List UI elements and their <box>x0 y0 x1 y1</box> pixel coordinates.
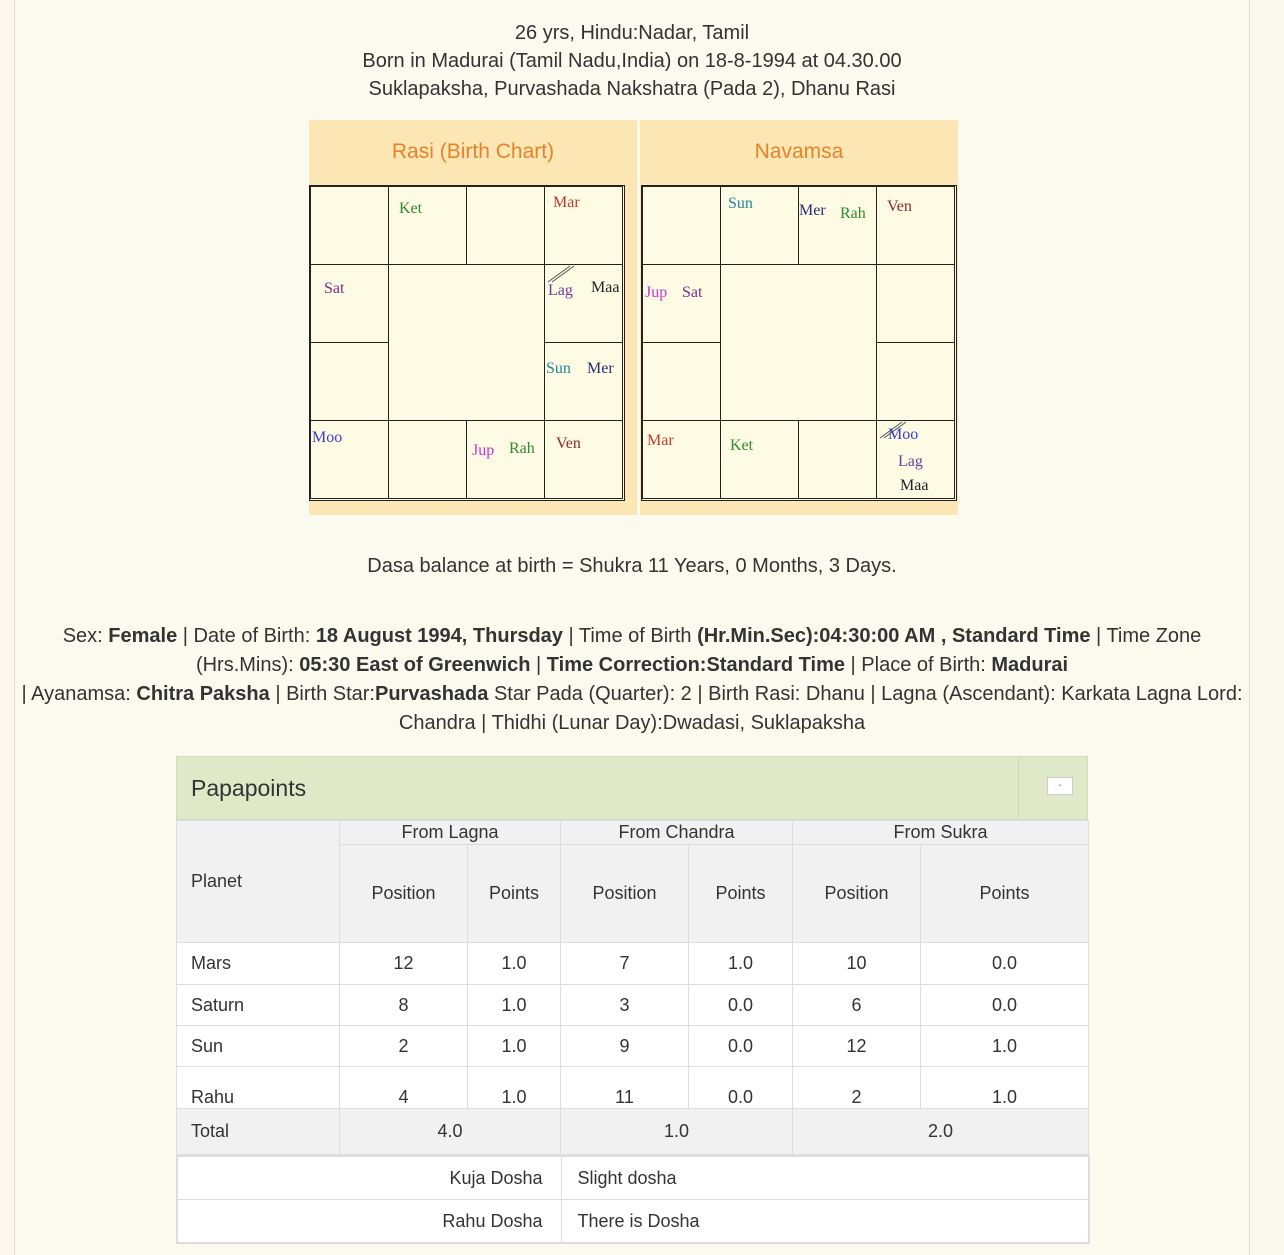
rasi-house-cell <box>544 420 623 499</box>
navamsa-house-cell <box>642 264 721 343</box>
rasi-house-cell <box>310 186 389 265</box>
navamsa-maa: Maa <box>900 477 929 494</box>
page <box>14 0 1250 1255</box>
navamsa-grid <box>641 185 957 501</box>
age-community: 26 yrs, Hindu:Nadar, Tamil <box>514 22 750 44</box>
rasi-sat: Sat <box>324 280 345 297</box>
rasi-house-cell <box>466 186 545 265</box>
points-header: Points <box>468 845 561 943</box>
navamsa-mer: Mer <box>799 202 826 219</box>
rasi-mer: Mer <box>587 360 614 377</box>
navamsa-house-cell <box>720 420 799 499</box>
rasi-moo: Moo <box>312 429 343 446</box>
rasi-house-cell <box>388 420 467 499</box>
rasi-ket: Ket <box>399 200 423 217</box>
rasi-chart <box>309 120 637 515</box>
dasa-balance: Dasa balance at birth = Shukra 11 Years, 0 Months, 3 Days. <box>367 555 897 577</box>
chandra-position-cell: 9 <box>561 1026 689 1067</box>
lagna-points-cell: 1.0 <box>468 943 561 985</box>
navamsa-mar: Mar <box>647 432 674 449</box>
papapoints-table <box>176 820 1089 1155</box>
total-row <box>177 1109 1089 1155</box>
navamsa-ven: Ven <box>887 198 912 215</box>
time-correction: Time Correction:Standard Time <box>546 654 845 676</box>
table-row <box>177 985 1089 1026</box>
rasi-mar: Mar <box>553 194 580 211</box>
papapoints-panel <box>176 756 1088 1155</box>
navamsa-house-cell <box>798 420 877 499</box>
rasi-maa: Maa <box>591 279 620 296</box>
rasi-chart-title: Rasi (Birth Chart) <box>391 140 555 163</box>
planet-cell: Rahu <box>177 1067 340 1109</box>
table-row <box>177 1026 1089 1067</box>
timezone-value: 05:30 East of Greenwich <box>299 654 531 676</box>
rahu-dosha-label: Rahu Dosha <box>177 1200 561 1244</box>
nakshatra-rasi: Suklapaksha, Purvashada Nakshatra (Pada 2), Dhanu Rasi <box>368 78 896 100</box>
total-chandra: 1.0 <box>561 1109 793 1155</box>
position-header: Position <box>793 845 921 943</box>
lagna-position-cell: 4 <box>340 1067 468 1109</box>
sukra-position-cell: 12 <box>793 1026 921 1067</box>
planet-header: Planet <box>177 821 340 943</box>
total-label: Total <box>177 1109 340 1155</box>
rasi-rah: Rah <box>509 440 535 457</box>
sukra-position-cell: 2 <box>793 1067 921 1109</box>
dosha-table <box>176 1155 1090 1244</box>
sukra-points-cell: 1.0 <box>921 1067 1089 1109</box>
position-header: Position <box>340 845 468 943</box>
navamsa-house-cell <box>876 264 955 343</box>
navamsa-house-cell <box>642 342 721 421</box>
collapse-button[interactable]: - <box>1047 777 1073 795</box>
kuja-dosha-label: Kuja Dosha <box>177 1156 561 1200</box>
ayanamsa-value: Chitra Paksha <box>136 683 270 705</box>
group-header-lagna: From Lagna <box>340 821 561 845</box>
chandra-points-cell: 1.0 <box>689 943 793 985</box>
rasi-house-cell <box>388 186 467 265</box>
dob-label: | Date of Birth: <box>177 625 316 647</box>
papapoints-toggle-area <box>1018 757 1087 819</box>
navamsa-chart <box>640 120 958 515</box>
planet-cell: Saturn <box>177 985 340 1026</box>
timezone-label: | Time Zone (Hrs.Mins): <box>195 625 1202 676</box>
total-sukra: 2.0 <box>793 1109 1089 1155</box>
points-header: Points <box>689 845 793 943</box>
sukra-position-cell: 6 <box>793 985 921 1026</box>
group-header-chandra: From Chandra <box>561 821 793 845</box>
navamsa-ket: Ket <box>730 437 754 454</box>
birth-star-value: Purvashada <box>375 683 489 705</box>
birth-place-date: Born in Madurai (Tamil Nadu,India) on 18-8-1994 at 04.30.00 <box>362 50 902 72</box>
planet-cell: Sun <box>177 1026 340 1067</box>
ayanamsa-label: | Ayanamsa: <box>21 683 137 705</box>
chandra-points-cell: 0.0 <box>689 1067 793 1109</box>
navamsa-sun: Sun <box>728 195 753 212</box>
table-row <box>177 943 1089 985</box>
rasi-grid <box>309 185 625 501</box>
navamsa-sat: Sat <box>682 284 703 301</box>
chandra-position-cell: 3 <box>561 985 689 1026</box>
lagna-position-cell: 2 <box>340 1026 468 1067</box>
profile-summary <box>15 19 1249 103</box>
navamsa-jup: Jup <box>645 284 668 301</box>
navamsa-house-cell <box>876 342 955 421</box>
total-lagna: 4.0 <box>340 1109 561 1155</box>
horoscope-charts <box>309 120 958 515</box>
pob-value: Madurai <box>991 654 1069 676</box>
papapoints-title: Papapoints <box>191 775 307 801</box>
rasi-house-cell <box>310 264 389 343</box>
sex-value: Female <box>108 625 178 647</box>
sukra-points-cell: 0.0 <box>921 985 1089 1026</box>
navamsa-house-cell <box>642 186 721 265</box>
rasi-ven: Ven <box>556 435 581 452</box>
sukra-position-cell: 10 <box>793 943 921 985</box>
lagna-points-cell: 1.0 <box>468 1067 561 1109</box>
lagna-points-cell: 1.0 <box>468 985 561 1026</box>
birth-star-label: | Birth Star: <box>269 683 375 705</box>
chandra-position-cell: 7 <box>561 943 689 985</box>
tob-label: | Time of Birth <box>562 625 698 647</box>
chandra-position-cell: 11 <box>561 1067 689 1109</box>
birth-details-rest: Star Pada (Quarter): 2 | Birth Rasi: Dhanu | Lagna (Ascendant): Karkata Lagna Lord: Chandra | Thidhi (Lunar Day):Dwadasi, Suklapaksha <box>398 683 1243 734</box>
navamsa-house-cell <box>798 186 877 265</box>
group-header-sukra: From Sukra <box>793 821 1089 845</box>
lagna-marker-icon <box>546 264 574 284</box>
birth-details <box>19 622 1245 738</box>
rasi-house-cell <box>544 342 623 421</box>
rasi-sun: Sun <box>546 360 571 377</box>
rasi-lag: Lag <box>548 282 573 299</box>
rahu-dosha-value: There is Dosha <box>561 1200 1089 1244</box>
lagna-position-cell: 12 <box>340 943 468 985</box>
points-header: Points <box>921 845 1089 943</box>
table-row <box>177 1067 1089 1109</box>
dosha-section <box>176 1155 1088 1244</box>
table-row <box>177 1200 1089 1244</box>
rasi-jup: Jup <box>472 442 495 459</box>
chandra-points-cell: 0.0 <box>689 985 793 1026</box>
tob-value: (Hr.Min.Sec):04:30:00 AM , Standard Time <box>697 625 1091 647</box>
planet-cell: Mars <box>177 943 340 985</box>
navamsa-lag: Lag <box>898 453 923 470</box>
separator: | <box>530 654 547 676</box>
sukra-points-cell: 1.0 <box>921 1026 1089 1067</box>
sukra-points-cell: 0.0 <box>921 943 1089 985</box>
sex-label: Sex: <box>62 625 109 647</box>
pob-label: | Place of Birth: <box>845 654 992 676</box>
lagna-position-cell: 8 <box>340 985 468 1026</box>
navamsa-chart-title: Navamsa <box>754 140 844 163</box>
chandra-points-cell: 0.0 <box>689 1026 793 1067</box>
kuja-dosha-value: Slight dosha <box>561 1156 1089 1200</box>
papapoints-header <box>176 756 1088 820</box>
dob-value: 18 August 1994, Thursday <box>315 625 563 647</box>
position-header: Position <box>561 845 689 943</box>
rasi-house-cell <box>310 342 389 421</box>
navamsa-rah: Rah <box>840 205 866 222</box>
table-row <box>177 1156 1089 1200</box>
navamsa-moo: Moo <box>888 426 919 443</box>
lagna-points-cell: 1.0 <box>468 1026 561 1067</box>
